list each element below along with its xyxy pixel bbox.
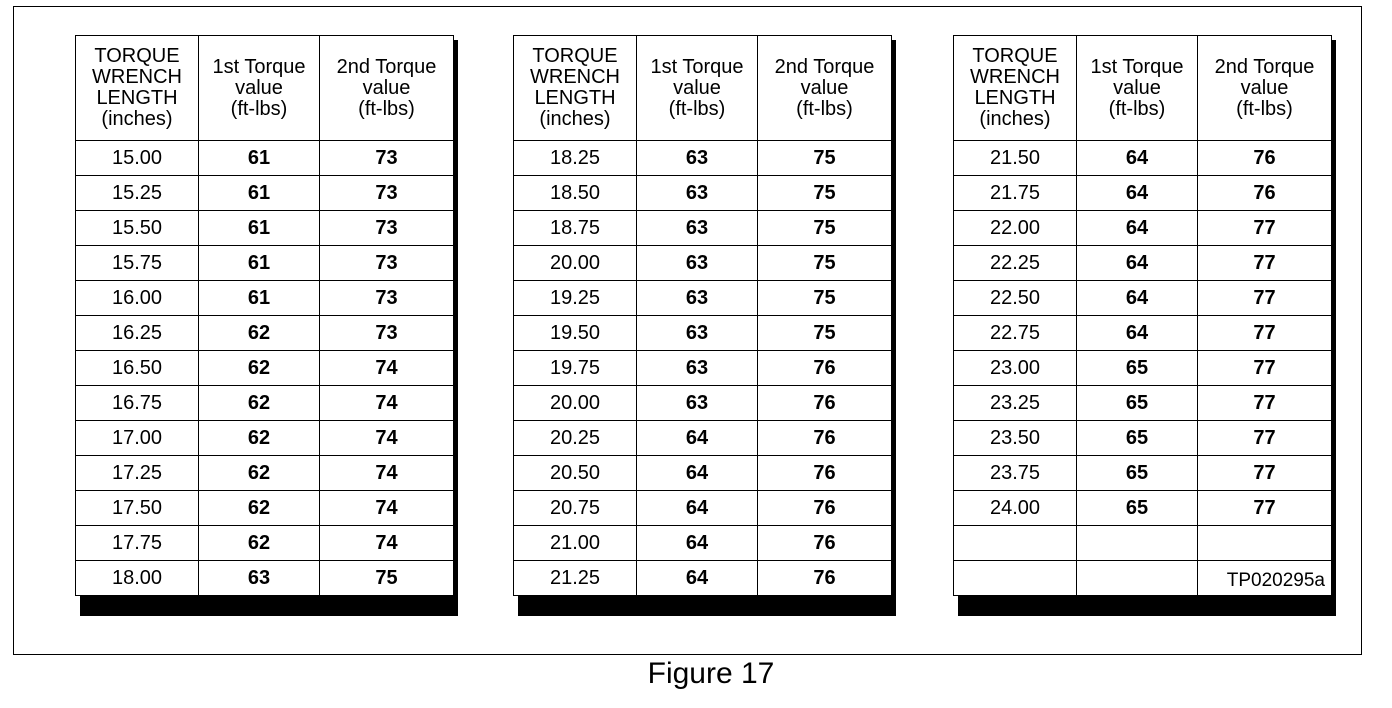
first-torque-cell: 62: [199, 456, 320, 491]
length-cell: 15.00: [76, 141, 199, 176]
table-row: [954, 386, 1332, 421]
second-torque-cell: 74: [320, 351, 454, 386]
first-torque-cell: 63: [637, 141, 758, 176]
first-torque-cell: 64: [637, 526, 758, 561]
table-row: [514, 456, 892, 491]
header-line: (ft-lbs): [358, 97, 415, 120]
first-torque-cell: 61: [199, 281, 320, 316]
header-line: value: [800, 76, 849, 99]
column-header-col2: [320, 36, 454, 141]
header-line: 1st Torque: [212, 55, 306, 78]
header-line: (ft-lbs): [1108, 97, 1166, 120]
first-torque-cell: 64: [637, 561, 758, 596]
table-row: [514, 561, 892, 596]
length-cell: [954, 526, 1077, 561]
header-line: TORQUE: [532, 45, 618, 67]
header-line: WRENCH: [970, 66, 1060, 88]
second-torque-cell: 76: [758, 456, 892, 491]
length-cell: 21.75: [954, 176, 1077, 211]
table-row: [514, 141, 892, 176]
length-cell: 20.25: [514, 421, 637, 456]
header-line: (ft-lbs): [230, 97, 288, 120]
length-cell: 20.00: [514, 246, 637, 281]
table-row: [76, 526, 454, 561]
header-line: (inches): [101, 108, 173, 130]
torque-table: [75, 35, 454, 596]
table-row: [514, 176, 892, 211]
table-row: [76, 141, 454, 176]
table-row: [514, 386, 892, 421]
table-row: [76, 211, 454, 246]
second-torque-cell: 74: [320, 421, 454, 456]
first-torque-cell: 63: [637, 176, 758, 211]
first-torque-cell: 63: [637, 351, 758, 386]
header-line: value: [673, 76, 721, 99]
torque-table: [953, 35, 1332, 596]
header-line: (ft-lbs): [796, 97, 853, 120]
length-cell: 20.75: [514, 491, 637, 526]
column-header-col1: [1077, 36, 1198, 141]
second-torque-cell: 76: [758, 526, 892, 561]
header-line: 2nd Torque: [774, 55, 875, 78]
first-torque-cell: 64: [637, 491, 758, 526]
column-header-col0: [514, 36, 637, 141]
second-torque-cell: 76: [1198, 176, 1332, 211]
torque-table-3: [953, 35, 1331, 596]
table-row: [514, 491, 892, 526]
column-header-col2: [1198, 36, 1332, 141]
length-cell: 17.00: [76, 421, 199, 456]
length-cell: 21.00: [514, 526, 637, 561]
header-line: 1st Torque: [1090, 55, 1184, 78]
header-line: value: [1113, 76, 1161, 99]
first-torque-cell: 61: [199, 141, 320, 176]
table-row: [76, 456, 454, 491]
torque-table: [513, 35, 892, 596]
header-line: TORQUE: [94, 45, 180, 67]
second-torque-cell: 77: [1198, 456, 1332, 491]
length-cell: 22.50: [954, 281, 1077, 316]
first-torque-cell: 62: [199, 421, 320, 456]
first-torque-cell: 65: [1077, 456, 1198, 491]
first-torque-cell: 62: [199, 491, 320, 526]
table-row: [954, 491, 1332, 526]
column-header-col1: [637, 36, 758, 141]
table-row: [954, 211, 1332, 246]
table-row: [954, 351, 1332, 386]
length-cell: 16.25: [76, 316, 199, 351]
torque-table-1: [75, 35, 453, 596]
second-torque-cell: 73: [320, 141, 454, 176]
length-cell: 20.00: [514, 386, 637, 421]
first-torque-cell: 63: [199, 561, 320, 596]
torque-table-2: [513, 35, 891, 596]
header-row: [514, 36, 892, 141]
length-cell: 19.25: [514, 281, 637, 316]
first-torque-cell: 64: [637, 456, 758, 491]
second-torque-cell: 77: [1198, 421, 1332, 456]
table-row: [76, 176, 454, 211]
header-line: 2nd Torque: [1214, 55, 1315, 78]
first-torque-cell: 64: [1077, 141, 1198, 176]
first-torque-cell: 63: [637, 386, 758, 421]
table-row: [76, 281, 454, 316]
length-cell: 17.75: [76, 526, 199, 561]
header-line: (inches): [979, 108, 1051, 130]
table-row: [76, 561, 454, 596]
second-torque-cell: 77: [1198, 281, 1332, 316]
length-cell: 21.50: [954, 141, 1077, 176]
first-torque-cell: 65: [1077, 386, 1198, 421]
length-cell: 20.50: [514, 456, 637, 491]
second-torque-cell: 73: [320, 176, 454, 211]
table-row: [514, 526, 892, 561]
first-torque-cell: 62: [199, 386, 320, 421]
table-row: [514, 351, 892, 386]
column-header-col0: [954, 36, 1077, 141]
table-row: [954, 456, 1332, 491]
second-torque-cell: 77: [1198, 246, 1332, 281]
first-torque-cell: [1077, 526, 1198, 561]
second-torque-cell: 76: [758, 386, 892, 421]
first-torque-cell: 62: [199, 526, 320, 561]
length-cell: 18.00: [76, 561, 199, 596]
second-torque-cell: 76: [758, 351, 892, 386]
header-line: (inches): [539, 108, 611, 130]
length-cell: 15.75: [76, 246, 199, 281]
second-torque-cell: 75: [758, 246, 892, 281]
header-line: 1st Torque: [650, 55, 744, 78]
length-cell: 23.75: [954, 456, 1077, 491]
second-torque-cell: 76: [1198, 141, 1332, 176]
second-torque-cell: 77: [1198, 491, 1332, 526]
first-torque-cell: 63: [637, 316, 758, 351]
length-cell: 19.50: [514, 316, 637, 351]
header-line: WRENCH: [530, 66, 620, 88]
length-cell: 23.25: [954, 386, 1077, 421]
first-torque-cell: 62: [199, 316, 320, 351]
table-row: [954, 246, 1332, 281]
first-torque-cell: 65: [1077, 491, 1198, 526]
table-row: [76, 246, 454, 281]
second-torque-cell: 75: [758, 176, 892, 211]
second-torque-cell: 74: [320, 456, 454, 491]
header-line: (ft-lbs): [668, 97, 726, 120]
header-line: WRENCH: [92, 66, 182, 88]
header-line: TORQUE: [972, 45, 1058, 67]
second-torque-cell: 75: [758, 316, 892, 351]
first-torque-cell: 63: [637, 281, 758, 316]
table-row: [954, 316, 1332, 351]
second-torque-cell: 75: [758, 141, 892, 176]
length-cell: 18.75: [514, 211, 637, 246]
length-cell: 15.50: [76, 211, 199, 246]
table-row: [954, 141, 1332, 176]
table-row: [76, 491, 454, 526]
first-torque-cell: 64: [1077, 176, 1198, 211]
second-torque-cell: 74: [320, 491, 454, 526]
second-torque-cell: 73: [320, 316, 454, 351]
header-line: value: [235, 76, 283, 99]
first-torque-cell: 64: [1077, 281, 1198, 316]
first-torque-cell: 62: [199, 351, 320, 386]
length-cell: [954, 561, 1077, 596]
length-cell: 16.50: [76, 351, 199, 386]
length-cell: 16.75: [76, 386, 199, 421]
header-line: LENGTH: [974, 87, 1056, 109]
figure-caption: Figure 17: [647, 657, 775, 690]
table-row: [76, 351, 454, 386]
length-cell: 21.25: [514, 561, 637, 596]
second-torque-cell: 75: [758, 281, 892, 316]
table-row: [514, 246, 892, 281]
first-torque-cell: 61: [199, 246, 320, 281]
length-cell: 18.25: [514, 141, 637, 176]
table-row: [954, 281, 1332, 316]
second-torque-cell: 73: [320, 281, 454, 316]
first-torque-cell: 64: [637, 421, 758, 456]
first-torque-cell: 64: [1077, 246, 1198, 281]
second-torque-cell: [1198, 526, 1332, 561]
length-cell: 23.00: [954, 351, 1077, 386]
length-cell: 24.00: [954, 491, 1077, 526]
column-header-col2: [758, 36, 892, 141]
first-torque-cell: 63: [637, 211, 758, 246]
header-line: LENGTH: [96, 87, 178, 109]
header-line: value: [1240, 76, 1289, 99]
first-torque-cell: 64: [1077, 316, 1198, 351]
first-torque-cell: 63: [637, 246, 758, 281]
second-torque-cell: 73: [320, 246, 454, 281]
second-torque-cell: 77: [1198, 211, 1332, 246]
table-row: [954, 421, 1332, 456]
second-torque-cell: 74: [320, 526, 454, 561]
table-row: [514, 211, 892, 246]
length-cell: 22.25: [954, 246, 1077, 281]
second-torque-cell: 77: [1198, 351, 1332, 386]
figure-code: TP020295a: [1226, 570, 1325, 591]
column-header-col0: [76, 36, 199, 141]
first-torque-cell: [1077, 561, 1198, 596]
table-row: [76, 386, 454, 421]
header-row: [954, 36, 1332, 141]
second-torque-cell: 76: [758, 561, 892, 596]
length-cell: 19.75: [514, 351, 637, 386]
length-cell: 17.25: [76, 456, 199, 491]
second-torque-cell: 75: [758, 211, 892, 246]
first-torque-cell: 61: [199, 176, 320, 211]
length-cell: 22.75: [954, 316, 1077, 351]
header-line: value: [362, 76, 411, 99]
column-header-col1: [199, 36, 320, 141]
table-row: [954, 526, 1332, 561]
first-torque-cell: 61: [199, 211, 320, 246]
second-torque-cell: 76: [758, 421, 892, 456]
header-line: LENGTH: [534, 87, 616, 109]
table-row: [514, 421, 892, 456]
header-line: (ft-lbs): [1236, 97, 1293, 120]
first-torque-cell: 65: [1077, 351, 1198, 386]
second-torque-cell: 73: [320, 211, 454, 246]
length-cell: 18.50: [514, 176, 637, 211]
length-cell: 16.00: [76, 281, 199, 316]
length-cell: 23.50: [954, 421, 1077, 456]
length-cell: 17.50: [76, 491, 199, 526]
length-cell: 22.00: [954, 211, 1077, 246]
table-row: [76, 316, 454, 351]
length-cell: 15.25: [76, 176, 199, 211]
header-line: 2nd Torque: [336, 55, 437, 78]
second-torque-cell: 76: [758, 491, 892, 526]
header-row: [76, 36, 454, 141]
table-row: [76, 421, 454, 456]
second-torque-cell: 74: [320, 386, 454, 421]
second-torque-cell: 75: [320, 561, 454, 596]
first-torque-cell: 64: [1077, 211, 1198, 246]
table-row: [514, 316, 892, 351]
table-row: [514, 281, 892, 316]
second-torque-cell: 77: [1198, 386, 1332, 421]
figure-frame: [13, 6, 1362, 655]
second-torque-cell: 77: [1198, 316, 1332, 351]
table-row: [954, 176, 1332, 211]
first-torque-cell: 65: [1077, 421, 1198, 456]
